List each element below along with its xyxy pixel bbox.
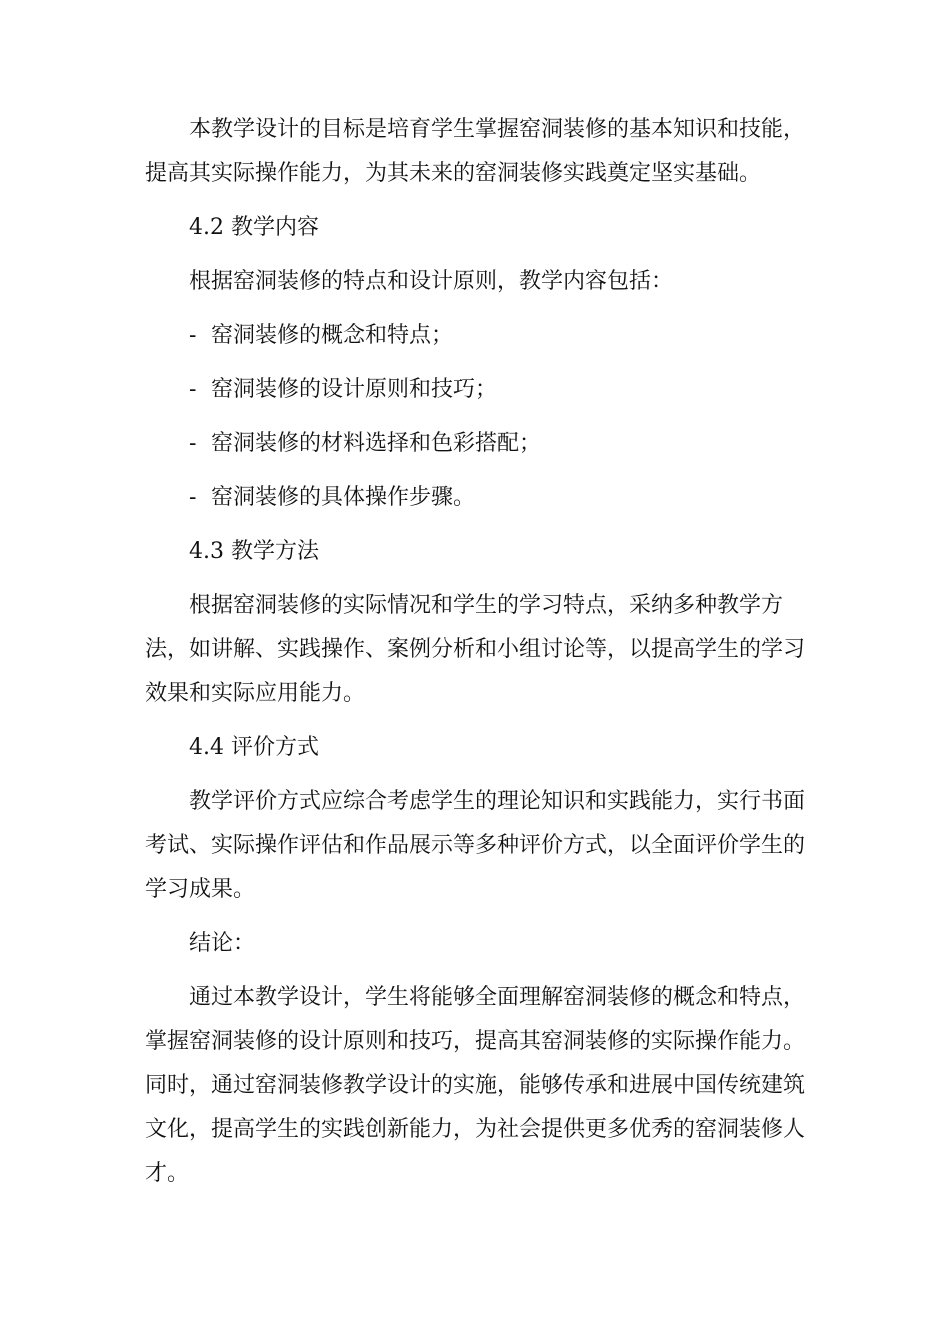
list-item-text: 窑洞装修的概念和特点； — [211, 323, 454, 348]
bullet-dash: - — [189, 485, 197, 510]
section-4-2-lead: 根据窑洞装修的特点和设计原则，教学内容包括： — [189, 269, 674, 294]
section-heading-4-2: 4.2 教学内容 — [189, 215, 319, 240]
conclusion-heading: 结论： — [189, 931, 256, 956]
section-heading-4-4: 4.4 评价方式 — [189, 735, 319, 760]
list-item — [145, 476, 815, 520]
list-item-text: 窑洞装修的具体操作步骤。 — [211, 485, 476, 510]
bullet-dash: - — [189, 323, 197, 348]
conclusion-body: 通过本教学设计，学生将能够全面理解窑洞装修的概念和特点，掌握窑洞装修的设计原则和技巧，提高其窑洞装修的实际操作能力。同时，通过窑洞装修教学设计的实施，能够传承和进展中国传统建筑文化，提高学生的实践创新能力，为社会提供更多优秀的窑洞装修人才。 — [145, 985, 806, 1186]
section-4-4-body: 教学评价方式应综合考虑学生的理论知识和实践能力，实行书面考试、实际操作评估和作品展示等多种评价方式，以全面评价学生的学习成果。 — [145, 789, 806, 902]
list-item — [145, 314, 815, 358]
list-item — [145, 422, 815, 466]
list-item — [145, 368, 815, 412]
list-item-text: 窑洞装修的材料选择和色彩搭配； — [211, 431, 542, 456]
content-list — [145, 314, 815, 520]
bullet-dash: - — [189, 377, 197, 402]
list-item-text: 窑洞装修的设计原则和技巧； — [211, 377, 498, 402]
section-heading-4-3: 4.3 教学方法 — [189, 539, 319, 564]
bullet-dash: - — [189, 431, 197, 456]
intro-paragraph: 本教学设计的目标是培育学生掌握窑洞装修的基本知识和技能，提高其实际操作能力，为其未来的窑洞装修实践奠定坚实基础。 — [145, 117, 806, 186]
document-body — [145, 108, 815, 1196]
section-4-3-body: 根据窑洞装修的实际情况和学生的学习特点，采纳多种教学方法，如讲解、实践操作、案例分析和小组讨论等，以提高学生的学习效果和实际应用能力。 — [145, 593, 806, 706]
